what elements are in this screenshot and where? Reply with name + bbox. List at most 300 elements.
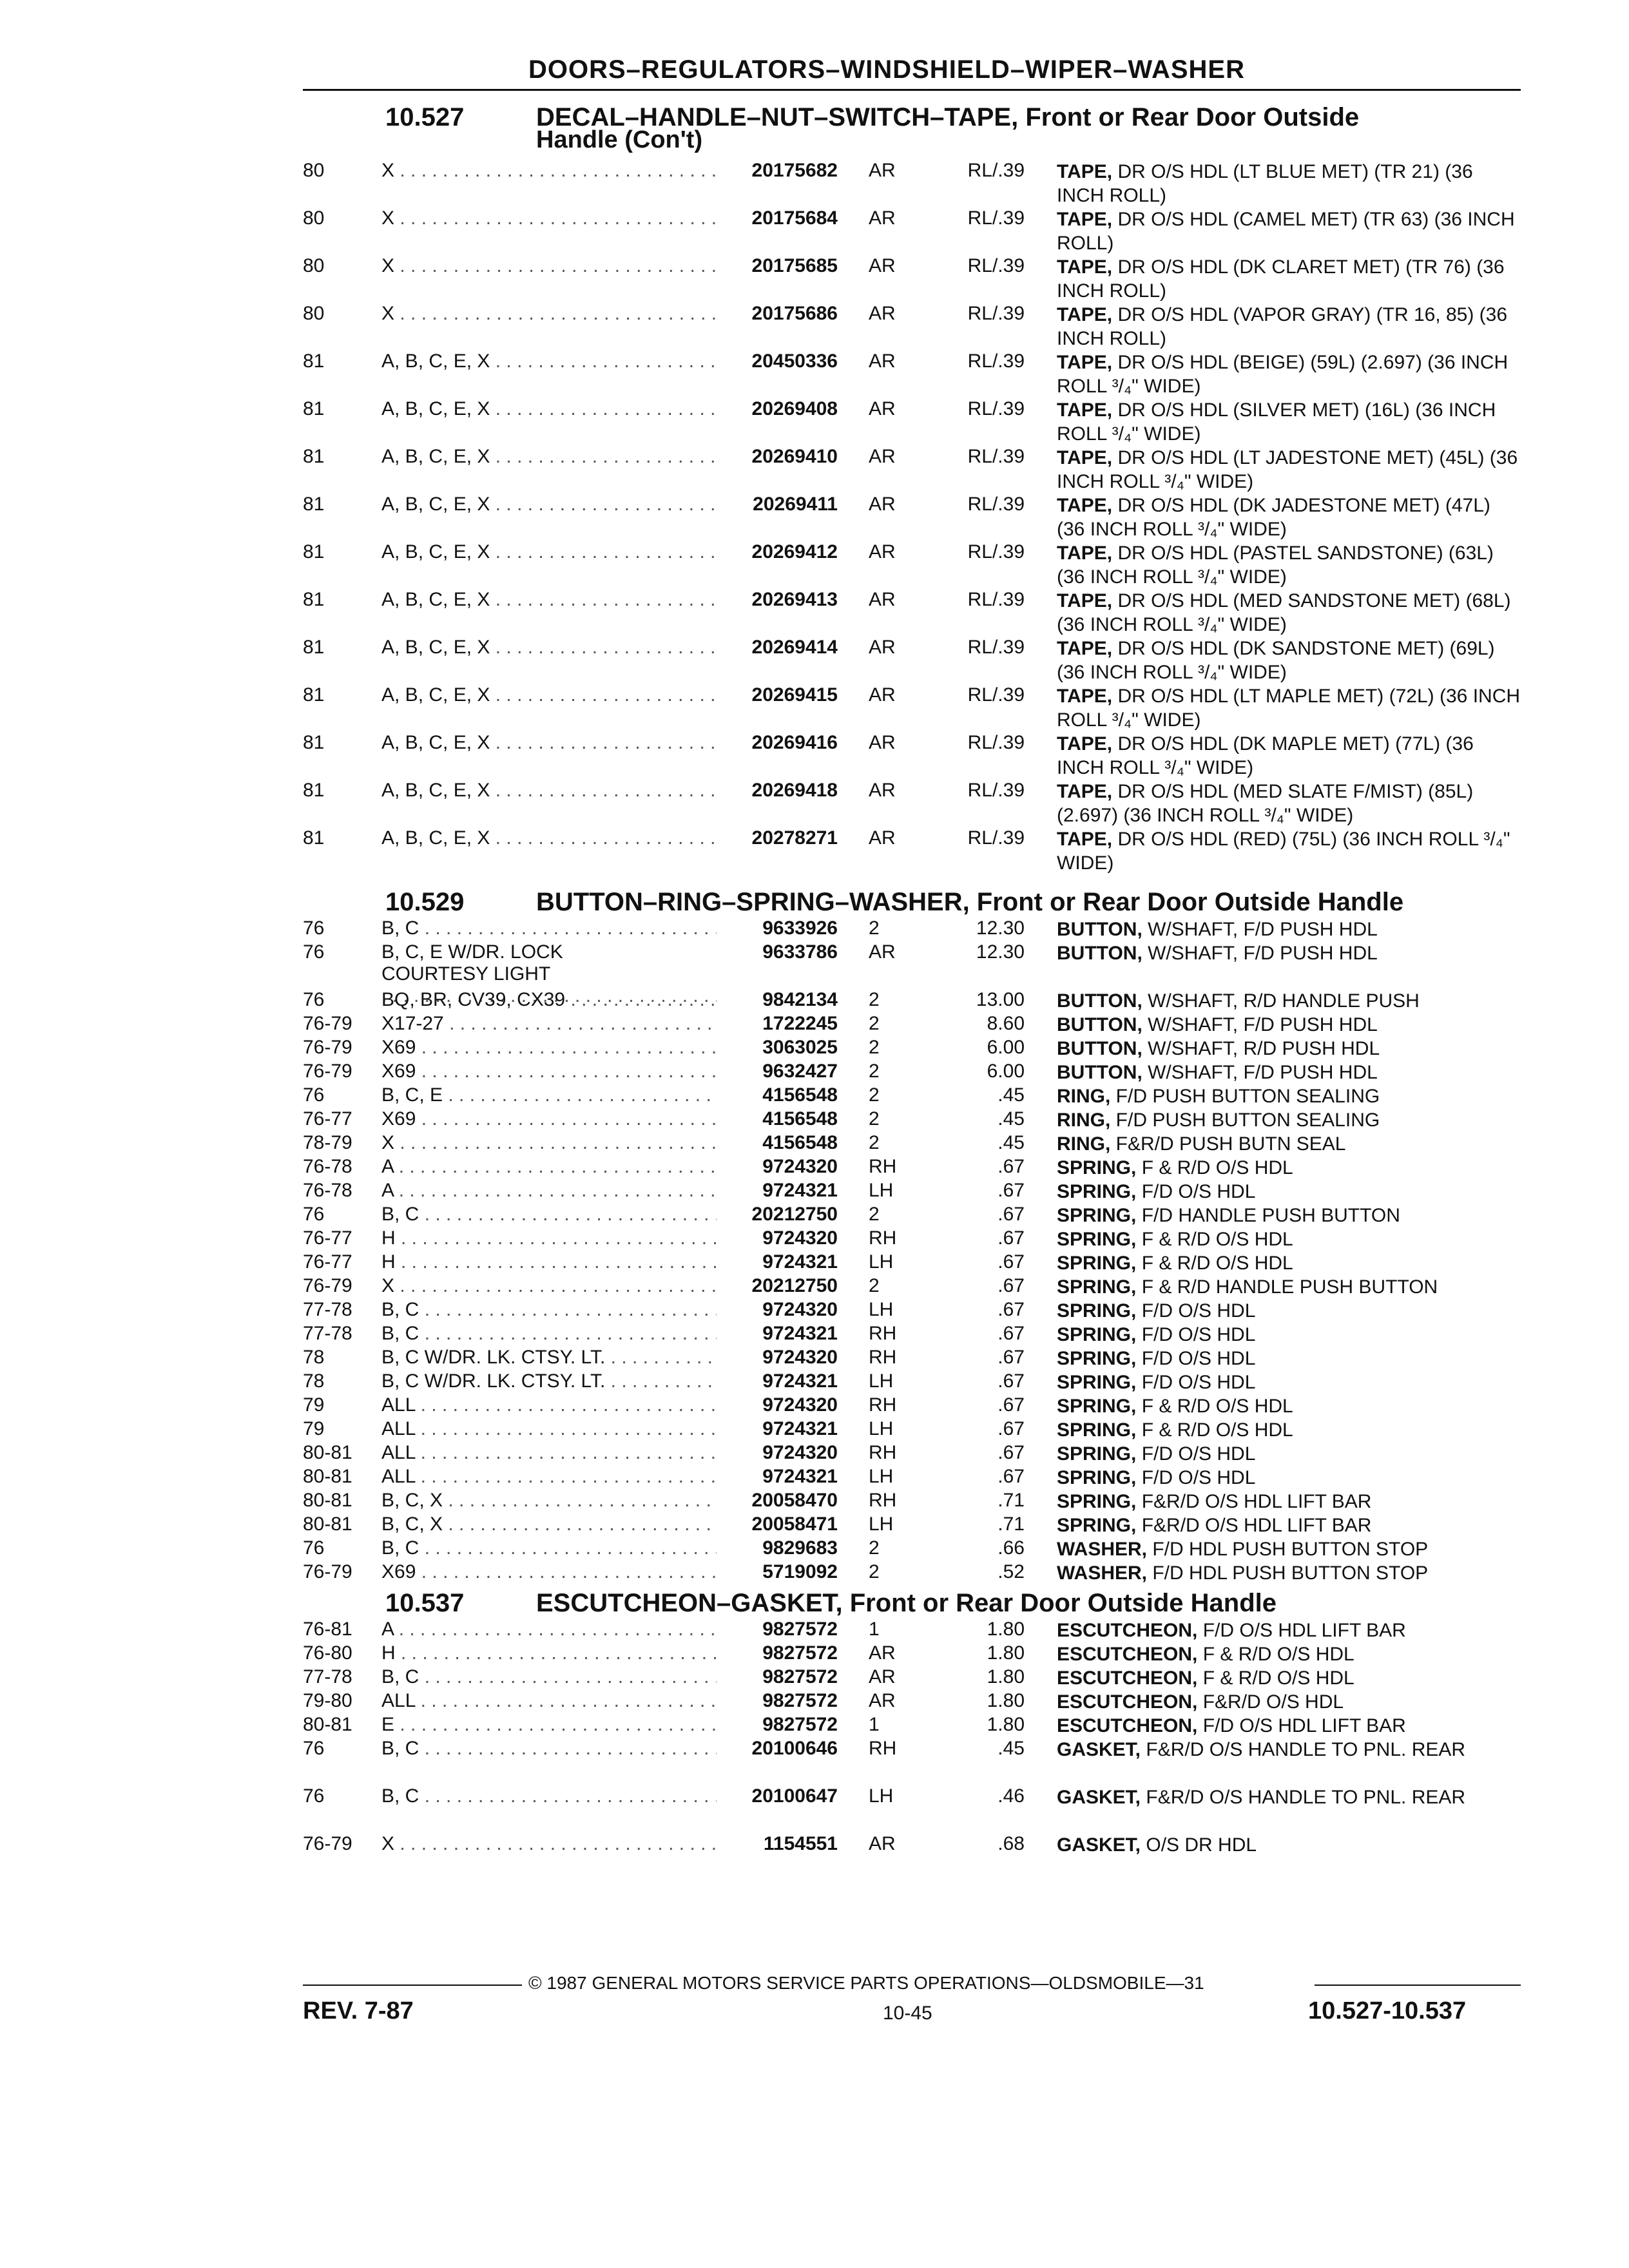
part-number: 9724320 [762,1227,838,1249]
price: .67 [998,1156,1025,1177]
model-year: 81 [303,494,325,515]
model-year: 76-79 [303,1275,352,1296]
series-applicability [381,1108,717,1130]
title-rule [303,89,1521,91]
part-number: 5719092 [762,1561,838,1582]
quantity: AR [869,827,896,849]
price: .66 [998,1537,1025,1559]
quantity: RH [869,1347,897,1368]
series-text: ALL [381,1418,416,1439]
description-text: F & R/D O/S HDL [1197,1644,1354,1665]
table-row [303,941,1527,989]
series-text: A, B, C, E, X [381,684,490,706]
description-keyword: RING, [1057,1110,1111,1131]
section-number: 10.529 [385,888,465,916]
part-number: 9724321 [762,1466,838,1487]
quantity: AR [869,160,896,181]
description-keyword: TAPE, [1057,256,1113,278]
quantity: RH [869,1394,897,1416]
model-year: 79 [303,1418,325,1439]
series-applicability [381,1061,717,1082]
price: RL/.39 [967,446,1025,467]
series-text: ALL [381,1466,416,1487]
section-number: 10.537 [385,1589,465,1617]
quantity: 2 [869,1061,880,1082]
series-text: E [381,1714,395,1735]
description-text: F/D O/S HDL [1136,1300,1256,1321]
price: RL/.39 [967,780,1025,801]
table-row [303,351,1527,398]
description-text: W/SHAFT, R/D HANDLE PUSH [1142,990,1420,1012]
section-header [303,1589,1527,1619]
part-number: 20058471 [751,1514,838,1535]
description-text: F & R/D O/S HDL [1136,1396,1293,1417]
part-number: 20100646 [751,1738,838,1759]
series-applicability [381,541,717,563]
price: RL/.39 [967,684,1025,706]
description-text: F & R/D O/S HDL [1197,1667,1354,1689]
description-keyword: TAPE, [1057,543,1113,564]
price: RL/.39 [967,398,1025,419]
model-year: 80 [303,160,325,181]
series-text: B, C, X [381,1490,443,1511]
part-description [1057,1013,1521,1037]
model-year: 81 [303,637,325,658]
model-year: 81 [303,684,325,706]
part-number: 9632427 [762,1061,838,1082]
part-number: 20269415 [751,684,838,706]
series-text: B, C [381,1204,419,1225]
price: 6.00 [987,1037,1025,1058]
part-number: 9827572 [762,1714,838,1735]
description-text: F/D HDL PUSH BUTTON STOP [1147,1562,1429,1584]
table-row [303,637,1527,684]
model-year: 76-79 [303,1833,352,1854]
part-number: 4156548 [762,1108,838,1129]
table-row [303,1037,1527,1061]
model-year: 77-78 [303,1299,352,1320]
series-text: X [381,1275,395,1296]
quantity: AR [869,780,896,801]
price: RL/.39 [967,827,1025,849]
description-keyword: SPRING, [1057,1229,1137,1250]
model-year: 76-79 [303,1037,352,1058]
part-number: 9842134 [762,989,838,1010]
section-10-529 [303,888,1527,1585]
quantity: AR [869,1690,896,1711]
quantity: RH [869,1442,897,1463]
part-description [1057,160,1521,207]
part-number: 9724321 [762,1180,838,1201]
quantity: 2 [869,1013,880,1034]
description-keyword: BUTTON, [1057,1014,1142,1035]
description-keyword: GASKET, [1057,1834,1141,1856]
part-description [1057,255,1521,303]
quantity: AR [869,637,896,658]
description-keyword: ESCUTCHEON, [1057,1620,1198,1641]
table-row [303,494,1527,541]
model-year: 78 [303,1370,325,1392]
part-number: 9724321 [762,1323,838,1344]
series-text: X [381,207,395,229]
table-row [303,1418,1527,1442]
model-year: 77-78 [303,1666,352,1687]
series-text: X69 [381,1108,416,1129]
model-year: 76-77 [303,1251,352,1273]
model-year: 76 [303,1084,325,1106]
series-text: B, C [381,1299,419,1320]
price: .67 [998,1180,1025,1201]
quantity: 2 [869,1108,880,1129]
series-applicability [381,1180,717,1202]
part-number: 9724321 [762,1418,838,1439]
table-row [303,1251,1527,1275]
description-keyword: BUTTON, [1057,943,1142,964]
description-text: DR O/S HDL (MED SLATE F/MIST) (85L) (2.697) (36 INCH ROLL ³/₄" WIDE) [1057,781,1474,826]
table-row [303,1227,1527,1251]
series-text: A, B, C, E, X [381,637,490,658]
part-number: 9827572 [762,1619,838,1640]
model-year: 76-77 [303,1227,352,1249]
quantity: RH [869,1227,897,1249]
part-description [1057,1347,1521,1370]
description-keyword: SPRING, [1057,1372,1137,1393]
section-title-continued: Handle (Con't) [536,126,703,153]
model-year: 80 [303,303,325,324]
series-applicability [381,1275,717,1297]
quantity: LH [869,1785,894,1807]
description-text: DR O/S HDL (LT JADESTONE MET) (45L) (36 INCH ROLL ³/₄" WIDE) [1057,447,1518,492]
quantity: 2 [869,1537,880,1559]
quantity: 2 [869,1561,880,1582]
series-applicability [381,1642,717,1664]
model-year: 76-79 [303,1061,352,1082]
part-description [1057,1323,1521,1347]
price: RL/.39 [967,732,1025,753]
quantity: RH [869,1490,897,1511]
model-year: 76 [303,1738,325,1759]
table-row [303,1714,1527,1738]
part-number: 20212750 [751,1204,838,1225]
description-keyword: SPRING, [1057,1396,1137,1417]
table-row [303,589,1527,637]
quantity: AR [869,207,896,229]
price: RL/.39 [967,494,1025,515]
quantity: LH [869,1180,894,1201]
series-text: B, C W/DR. LK. CTSY. LT. [381,1370,606,1392]
description-keyword: TAPE, [1057,209,1113,230]
series-applicability [381,780,717,802]
description-text: DR O/S HDL (BEIGE) (59L) (2.697) (36 INCH ROLL ³/₄" WIDE) [1057,352,1509,397]
price: .67 [998,1251,1025,1273]
model-year: 76 [303,1537,325,1559]
series-applicability [381,1132,717,1154]
price: RL/.39 [967,351,1025,372]
series-applicability [381,1537,717,1559]
description-text: F & R/D O/S HDL [1136,1253,1293,1274]
quantity: LH [869,1299,894,1320]
description-text: F & R/D O/S HDL [1136,1157,1293,1178]
series-applicability [381,1442,717,1464]
price: 1.80 [987,1714,1025,1735]
series-applicability [381,918,717,939]
description-text: DR O/S HDL (DK JADESTONE MET) (47L) (36 INCH ROLL ³/₄" WIDE) [1057,495,1490,540]
part-number: 9827572 [762,1666,838,1687]
series-text: X69 [381,1061,416,1082]
part-description [1057,1394,1521,1418]
quantity: RH [869,1738,897,1759]
part-number: 1154551 [763,1833,838,1854]
description-keyword: TAPE, [1057,686,1113,707]
description-text: F&R/D O/S HANDLE TO PNL. REAR [1141,1739,1466,1760]
part-number: 4156548 [762,1132,838,1153]
description-keyword: SPRING, [1057,1419,1137,1441]
quantity: 2 [869,1132,880,1153]
section-title: BUTTON–RING–SPRING–WASHER, Front or Rear Door Outside Handle [536,888,1404,916]
model-year: 78 [303,1347,325,1368]
series-text: X17-27 [381,1013,444,1034]
price: .67 [998,1394,1025,1416]
series-applicability [381,827,717,849]
description-keyword: SPRING, [1057,1467,1137,1488]
description-keyword: TAPE, [1057,781,1113,802]
series-applicability [381,637,717,658]
quantity: 2 [869,1204,880,1225]
part-number: 9633926 [762,918,838,939]
description-keyword: SPRING, [1057,1443,1137,1465]
description-text: F/D O/S HDL [1136,1324,1256,1345]
quantity: AR [869,303,896,324]
section-header [303,888,1527,918]
part-number: 1722245 [762,1013,838,1034]
part-description [1057,207,1521,255]
series-applicability [381,1833,717,1855]
part-description [1057,1537,1521,1561]
table-row [303,1514,1527,1537]
description-text: F/D PUSH BUTTON SEALING [1110,1086,1380,1107]
model-year: 76-79 [303,1561,352,1582]
price: .67 [998,1442,1025,1463]
description-text: W/SHAFT, F/D PUSH HDL [1142,943,1378,964]
description-keyword: ESCUTCHEON, [1057,1715,1198,1736]
price: 13.00 [976,989,1025,1010]
table-row [303,1323,1527,1347]
table-row [303,1690,1527,1714]
description-keyword: TAPE, [1057,161,1113,182]
series-applicability [381,398,717,420]
table-row [303,398,1527,446]
description-text: DR O/S HDL (DK SANDSTONE MET) (69L) (36 INCH ROLL ³/₄" WIDE) [1057,638,1495,683]
quantity: AR [869,398,896,419]
series-text: H [381,1227,396,1249]
description-keyword: WASHER, [1057,1539,1148,1560]
quantity: AR [869,589,896,610]
part-number: 20269418 [751,780,838,801]
quantity: AR [869,1666,896,1687]
series-text: A, B, C, E, X [381,398,490,419]
table-row [303,1061,1527,1084]
model-year: 76 [303,989,325,1010]
series-text: ALL [381,1690,416,1711]
description-text: DR O/S HDL (DK CLARET MET) (TR 76) (36 INCH ROLL) [1057,256,1505,302]
price: .45 [998,1738,1025,1759]
series-applicability [381,303,717,325]
quantity: AR [869,1833,896,1854]
series-applicability [381,1013,717,1035]
part-number: 9724320 [762,1156,838,1177]
part-number: 20269416 [751,732,838,753]
description-text: F/D O/S HDL [1136,1467,1256,1488]
footer-revision: REV. 7-87 [303,1997,414,2024]
table-row [303,1347,1527,1370]
series-text: H [381,1251,396,1273]
model-year: 76 [303,941,325,963]
price: .67 [998,1466,1025,1487]
part-number: 20175685 [751,255,838,276]
description-keyword: SPRING, [1057,1491,1137,1512]
description-text: F&R/D O/S HANDLE TO PNL. REAR [1141,1787,1466,1808]
table-row [303,1537,1527,1561]
part-description [1057,1108,1521,1132]
description-text: W/SHAFT, F/D PUSH HDL [1142,1062,1378,1083]
series-applicability [381,989,717,1011]
part-description [1057,1714,1521,1738]
description-keyword: RING, [1057,1133,1111,1155]
table-row [303,160,1527,207]
part-description [1057,541,1521,589]
description-keyword: BUTTON, [1057,1038,1142,1059]
price: .71 [998,1514,1025,1535]
table-row [303,1619,1527,1642]
quantity: AR [869,494,896,515]
series-applicability [381,1394,717,1416]
part-description [1057,1833,1521,1857]
price: 1.80 [987,1666,1025,1687]
price: RL/.39 [967,160,1025,181]
part-description [1057,1227,1521,1251]
page-title: DOORS–REGULATORS–WINDSHIELD–WIPER–WASHER [528,55,1245,84]
table-row [303,1785,1527,1833]
series-applicability [381,684,717,706]
part-description [1057,398,1521,446]
table-row [303,780,1527,827]
series-text: A, B, C, E, X [381,494,490,515]
description-keyword: TAPE, [1057,304,1113,325]
description-text: W/SHAFT, F/D PUSH HDL [1142,1014,1378,1035]
price: 8.60 [987,1013,1025,1034]
price: RL/.39 [967,303,1025,324]
part-description [1057,1561,1521,1585]
table-row [303,1013,1527,1037]
part-description [1057,1418,1521,1442]
part-number: 20269412 [751,541,838,562]
price: .68 [998,1833,1025,1854]
part-description [1057,637,1521,684]
series-text: B, C, E W/DR. LOCK [381,941,563,963]
series-applicability [381,1251,717,1273]
description-text: DR O/S HDL (LT BLUE MET) (TR 21) (36 INCH ROLL) [1057,161,1473,206]
table-row [303,1561,1527,1585]
series-applicability [381,1418,717,1440]
model-year: 81 [303,827,325,849]
part-description [1057,1370,1521,1394]
model-year: 76 [303,1785,325,1807]
series-text: ALL [381,1442,416,1463]
description-text: DR O/S HDL (MED SANDSTONE MET) (68L) (36 INCH ROLL ³/₄" WIDE) [1057,590,1511,635]
part-number: 3063025 [762,1037,838,1058]
model-year: 80 [303,207,325,229]
table-row [303,827,1527,875]
series-text: B, C [381,1785,419,1807]
quantity: LH [869,1466,894,1487]
series-applicability [381,1619,717,1640]
part-description [1057,1037,1521,1061]
description-keyword: WASHER, [1057,1562,1148,1584]
model-year: 81 [303,589,325,610]
part-description [1057,827,1521,875]
part-description [1057,941,1521,965]
price: RL/.39 [967,207,1025,229]
table-row [303,1204,1527,1227]
price: RL/.39 [967,637,1025,658]
description-keyword: GASKET, [1057,1739,1141,1760]
price: .67 [998,1370,1025,1392]
part-description [1057,351,1521,398]
series-applicability [381,1466,717,1488]
part-description [1057,1275,1521,1299]
table-row [303,1180,1527,1204]
part-number: 4156548 [762,1084,838,1106]
model-year: 80-81 [303,1442,352,1463]
model-year: 81 [303,732,325,753]
series-applicability [381,1514,717,1535]
price: .67 [998,1204,1025,1225]
series-applicability [381,1037,717,1059]
description-text: F & R/D HANDLE PUSH BUTTON [1136,1276,1438,1298]
description-keyword: SPRING, [1057,1181,1137,1202]
description-keyword: BUTTON, [1057,1062,1142,1083]
part-description [1057,1785,1521,1809]
part-number: 20269408 [751,398,838,419]
description-keyword: TAPE, [1057,352,1113,373]
table-row [303,1084,1527,1108]
part-description [1057,1156,1521,1180]
table-row [303,1490,1527,1514]
model-year: 76-80 [303,1642,352,1664]
part-description [1057,684,1521,732]
description-text: DR O/S HDL (RED) (75L) (36 INCH ROLL ³/₄" WIDE) [1057,829,1510,874]
description-keyword: BUTTON, [1057,919,1142,940]
description-keyword: TAPE, [1057,399,1113,421]
description-text: F/D PUSH BUTTON SEALING [1110,1110,1380,1131]
description-keyword: SPRING, [1057,1205,1137,1226]
part-number: 20450336 [751,351,838,372]
model-year: 81 [303,541,325,562]
footer-copyright: © 1987 GENERAL MOTORS SERVICE PARTS OPERATIONS—OLDSMOBILE—31 [528,1973,1204,1993]
part-number: 20175682 [751,160,838,181]
description-text: F&R/D PUSH BUTN SEAL [1110,1133,1346,1155]
table-row [303,918,1527,941]
series-applicability [381,1299,717,1321]
description-keyword: RING, [1057,1086,1111,1107]
table-row [303,446,1527,494]
price: 1.80 [987,1690,1025,1711]
description-text: F&R/D O/S HDL [1197,1691,1344,1713]
series-applicability [381,1156,717,1178]
description-keyword: TAPE, [1057,638,1113,659]
table-row [303,1156,1527,1180]
series-applicability [381,207,717,229]
